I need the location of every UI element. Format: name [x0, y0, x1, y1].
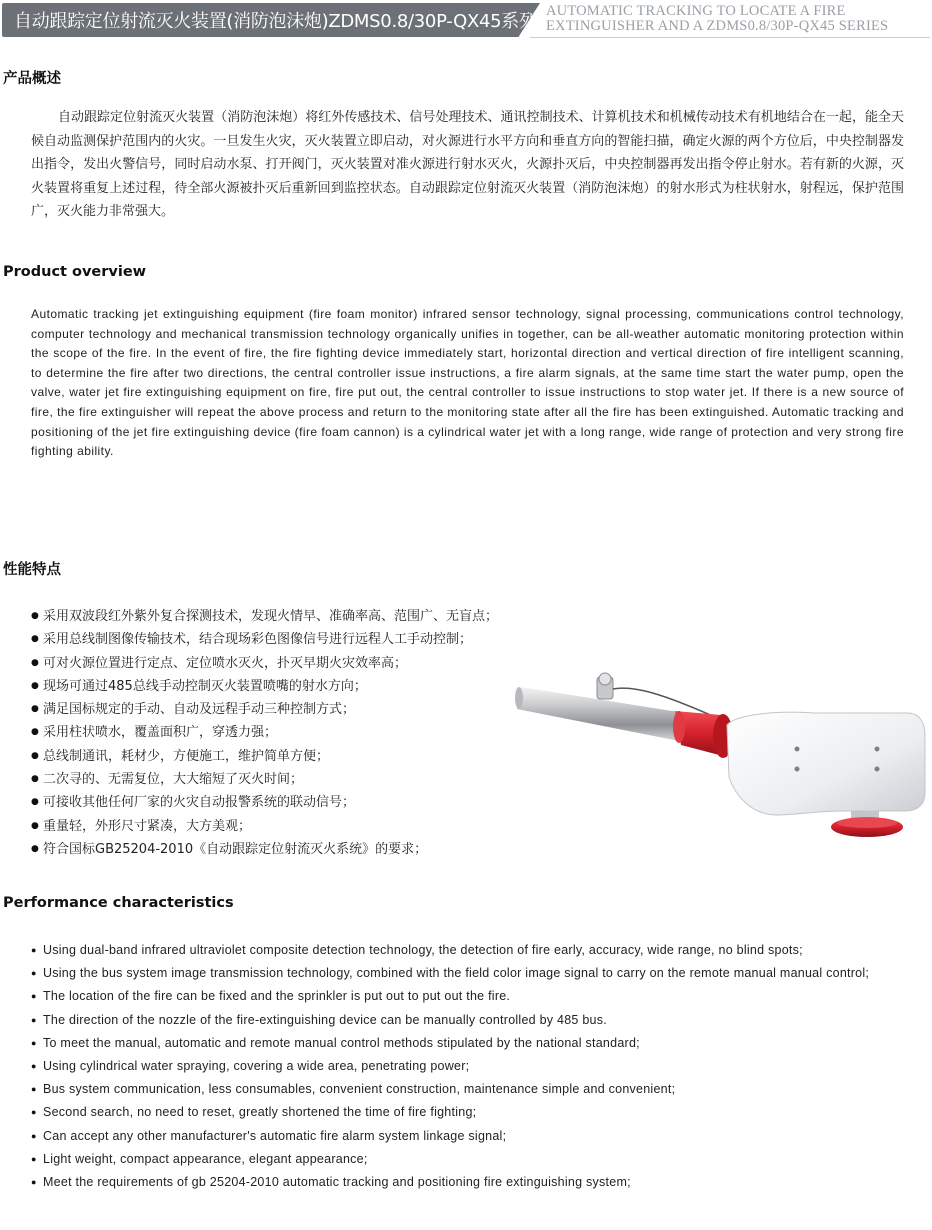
features-zh-item: ● 符合国标GB25204-2010《自动跟踪定位射流灭火系统》的要求； [31, 838, 498, 861]
features-zh-heading: 性能特点 [3, 562, 61, 578]
features-en-item: ● Using cylindrical water spraying, covering a wide area, penetrating power; [31, 1056, 911, 1077]
features-zh-item: ● 采用总线制图像传输技术，结合现场彩色图像信号进行远程人工手动控制； [31, 628, 498, 651]
features-en-item: ● Can accept any other manufacturer's automatic fire alarm system linkage signal; [31, 1126, 911, 1147]
overview-en-heading: Product overview [3, 264, 147, 280]
features-zh-item: ● 现场可通过485总线手动控制灭火装置喷嘴的射水方向； [31, 675, 498, 698]
header-divider [530, 37, 930, 38]
features-en-item: ● To meet the manual, automatic and remote manual control methods stipulated by the national standard; [31, 1033, 911, 1054]
base-flange [831, 811, 903, 837]
page-header [0, 0, 932, 40]
monitor-body [727, 712, 925, 815]
features-en-item: ● Meet the requirements of gb 25204-2010 automatic tracking and positioning fire extinguishing system; [31, 1172, 911, 1193]
header-title-zh: 自动跟踪定位射流灭火装置(消防泡沫炮)ZDMS0.8/30P-QX45系列 [14, 11, 537, 32]
features-zh-item: ● 满足国标规定的手动、自动及远程手动三种控制方式； [31, 698, 498, 721]
features-zh-item: ● 二次寻的、无需复位，大大缩短了灭火时间； [31, 768, 498, 791]
features-zh-item: ● 可接收其他任何厂家的火灾自动报警系统的联动信号； [31, 791, 498, 814]
fire-monitor-image [515, 665, 927, 845]
header-title-en [546, 4, 888, 34]
features-zh-item: ● 采用柱状喷水，覆盖面积广，穿透力强； [31, 721, 498, 744]
features-en-item: ● Second search, no need to reset, greatly shortened the time of fire fighting; [31, 1102, 911, 1123]
features-en-item: ● Light weight, compact appearance, elegant appearance; [31, 1149, 911, 1170]
features-en-item: ● Using the bus system image transmission technology, combined with the field color image signal to carry on the remote manual manual control; [31, 963, 911, 984]
features-en-heading: Performance characteristics [3, 895, 234, 911]
features-en-item: ● Using dual-band infrared ultraviolet composite detection technology, the detection of fire early, accuracy, wide range, no blind spots; [31, 940, 911, 961]
nozzle-joint [673, 711, 733, 758]
overview-en-text: Automatic tracking jet extinguishing equipment (fire foam monitor) infrared sensor technology, signal processing, communications control technology, computer technology and mechanical transmission technology organically unifies in together, can be all-weather automatic monitoring protection within the scope of the fire. In the event of fire, the fire fighting device immediately start, horizontal direction and vertical direction of fire intelligent scanning, to determine the fire after two directions, the central controller issue instructions, a fire alarm signals, at the same time start the water pump, open the valve, water jet fire extinguishing equipment on fire, fire put out, the central controller to issue instructions to stop water jet. If there is a new source of fire, the fire extinguisher will repeat the above process and return to the monitoring state after all the fire has been extinguished. Automatic tracking and positioning of the jet fire extinguishing device (fire foam cannon) is a cylindrical water jet with a long range, wide range of protection and very strong fire fighting ability. [31, 307, 904, 459]
overview-zh-text: 自动跟踪定位射流灭火装置（消防泡沫炮）将红外传感技术、信号处理技术、通讯控制技术、计算机技术和机械传动技术有机地结合在一起，能全天候自动监测保护范围内的火灾。一旦发生火灾，灭火装置立即启动，对火源进行水平方向和垂直方向的智能扫描，确定火源的两个方位后，中央控制器发出指令，发出火警信号，同时启动水泵、打开阀门，灭火装置对准火源进行射水灭火，火源扑灭后，中央控制器再发出指令停止射水。若有新的火源，灭火装置将重复上述过程，待全部火源被扑灭后重新回到监控状态。自动跟踪定位射流灭火装置（消防泡沫炮）的射水形式为柱状射水，射程远，保护范围广，灭火能力非常强大。 [31, 110, 904, 219]
features-en-item: ● Bus system communication, less consumables, convenient construction, maintenance simple and convenient; [31, 1079, 911, 1100]
features-zh-list [31, 605, 498, 861]
header-title-en-line2: EXTINGUISHER AND A ZDMS0.8/30P-QX45 SERIES [546, 18, 889, 34]
features-zh-item: ● 可对火源位置进行定点、定位喷水灭火，扑灭早期火灾效率高； [31, 652, 498, 675]
overview-zh-heading: 产品概述 [3, 71, 61, 87]
features-en-item: ● The location of the fire can be fixed and the sprinkler is put out to put out the fire. [31, 986, 911, 1007]
header-title-en-line1: AUTOMATIC TRACKING TO LOCATE A FIRE [546, 3, 846, 19]
features-zh-item: ● 重量轻，外形尺寸紧凑，大方美观； [31, 815, 498, 838]
features-en-list [31, 940, 911, 1195]
features-en-item: ● The direction of the nozzle of the fire-extinguishing device can be manually controlled by 485 bus. [31, 1010, 911, 1031]
features-zh-item: ● 采用双波段红外紫外复合探测技术，发现火情早、准确率高、范围广、无盲点； [31, 605, 498, 628]
features-zh-item: ● 总线制通讯，耗材少，方便施工，维护简单方便； [31, 745, 498, 768]
